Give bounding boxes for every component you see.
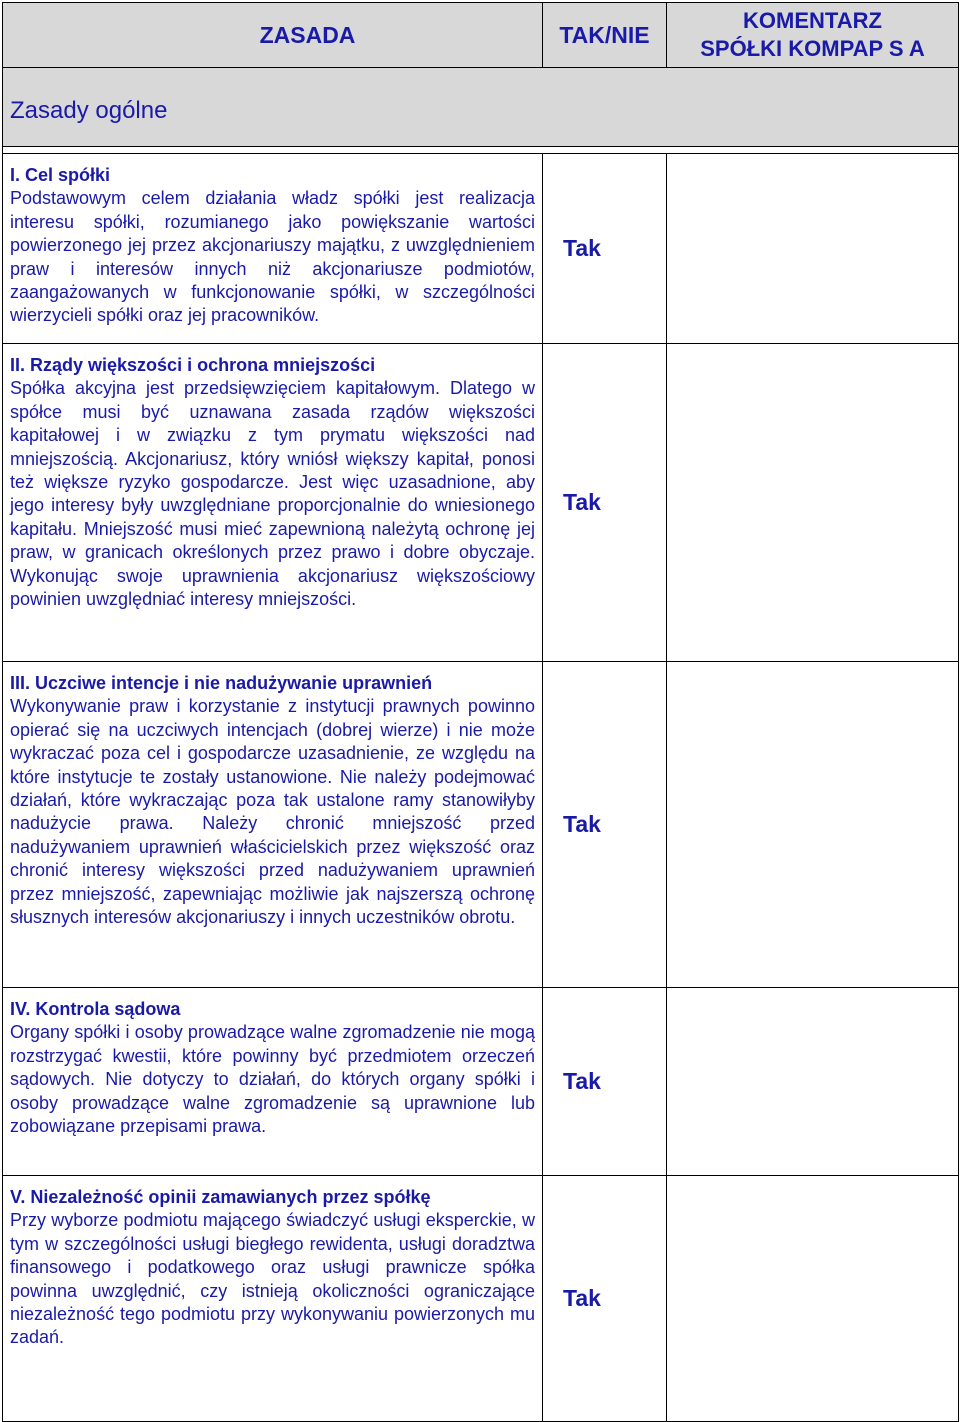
comment-cell (667, 1176, 959, 1422)
general-heading-row (3, 68, 959, 147)
principle-cell (3, 988, 543, 1176)
principle-title: IV. Kontrola sądowa (10, 999, 181, 1019)
table-row (3, 662, 959, 988)
comment-cell (667, 988, 959, 1176)
answer-cell: Tak (543, 1176, 667, 1422)
principle-text: Przy wyborze podmiotu mającego świadczyć usługi eksperckie, w tym w szczególności usługi biegłego rewidenta, usługi doradztwa finansowego i podatkowego oraz usługi prawnicze spółka powinna uwzględnić, czy istnieją okoliczności ograniczające niezależność tego podmiotu przy wykonywaniu powierzonych mu zadań. (10, 1210, 535, 1348)
table-header-row (3, 3, 959, 68)
principle-title: I. Cel spółki (10, 165, 111, 185)
answer-cell: Tak (543, 988, 667, 1176)
principle-title: II. Rządy większości i ochrona mniejszości (10, 355, 376, 375)
principle-cell (3, 344, 543, 662)
header-komentarz (667, 3, 959, 68)
comment-cell (667, 662, 959, 988)
comment-cell (667, 344, 959, 662)
principle-title: III. Uczciwe intencje i nie nadużywanie uprawnień (10, 673, 433, 693)
general-heading: Zasady ogólne (10, 97, 168, 124)
principle-text: Organy spółki i osoby prowadzące walne zgromadzenie nie mogą rozstrzygać kwestii, które powinny być przedmiotem orzeczeń sądowych. Nie dotyczy to działań, do których organy spółki i osoby prowadzące walne zgromadzenie są uprawnione lub zobowiązane przepisami prawa. (10, 1022, 535, 1137)
table-row (3, 344, 959, 662)
answer-cell: Tak (543, 154, 667, 344)
general-heading-cell (3, 68, 959, 147)
principle-cell (3, 154, 543, 344)
header-zasada: ZASADA (3, 3, 543, 68)
table-row (3, 1176, 959, 1422)
table-row (3, 154, 959, 344)
principle-cell (3, 662, 543, 988)
table-row (3, 988, 959, 1176)
comment-cell (667, 154, 959, 344)
header-komentarz-line2: SPÓŁKI KOMPAP S A (700, 36, 925, 61)
principle-text: Spółka akcyjna jest przedsięwzięciem kapitałowym. Dlatego w spółce musi być uznawana zasada rządów większości kapitałowej i w związku z tym prymatu większości nad mniejszością. Akcjonariusz, który wniósł większy kapitał, ponosi też większe ryzyko gospodarcze. Jest więc uzasadnione, aby jego interesy były uwzględniane proporcjonalnie do wniesionego kapitału. Mniejszość musi mieć zapewnioną należytą ochronę jej praw, w granicach określonych przez prawo i dobre obyczaje. Wykonując swoje uprawnienia akcjonariusz większościowy powinien uwzględniać interesy mniejszości. (10, 378, 535, 610)
header-komentarz-line1: KOMENTARZ (743, 8, 882, 33)
principle-text: Podstawowym celem działania władz spółki jest realizacja interesu spółki, rozumianego jako powiększanie wartości powierzonego jej przez akcjonariuszy majątku, z uwzględnieniem praw i interesów innych niż akcjonariusze podmiotów, zaangażowanych w funkcjonowanie spółki, w szczególności wierzycieli spółki oraz jej pracowników. (10, 188, 535, 326)
principle-text: Wykonywanie praw i korzystanie z instytucji prawnych powinno opierać się na uczciwych intencjach (dobrej wierze) i nie może wykraczać poza cel i gospodarcze uzasadnienie, ze względu na które instytucje te zostały ustanowione. Nie należy podejmować działań, które wykraczając poza tak ustalone ramy stanowiłyby nadużycie prawa. Należy chronić mniejszość przed nadużywaniem uprawnień właścicielskich przez większość oraz chronić interesy większości przed nadużywaniem uprawnień przez mniejszość, zapewniając możliwie jak najszerszą ochronę słusznych interesów akcjonariuszy i innych uczestników obrotu. (10, 696, 535, 928)
principle-cell (3, 1176, 543, 1422)
answer-cell: Tak (543, 662, 667, 988)
corporate-governance-table (2, 2, 959, 1422)
principle-title: V. Niezależność opinii zamawianych przez spółkę (10, 1187, 431, 1207)
header-tak-nie: TAK/NIE (543, 3, 667, 68)
spacer-row (3, 147, 959, 154)
answer-cell: Tak (543, 344, 667, 662)
